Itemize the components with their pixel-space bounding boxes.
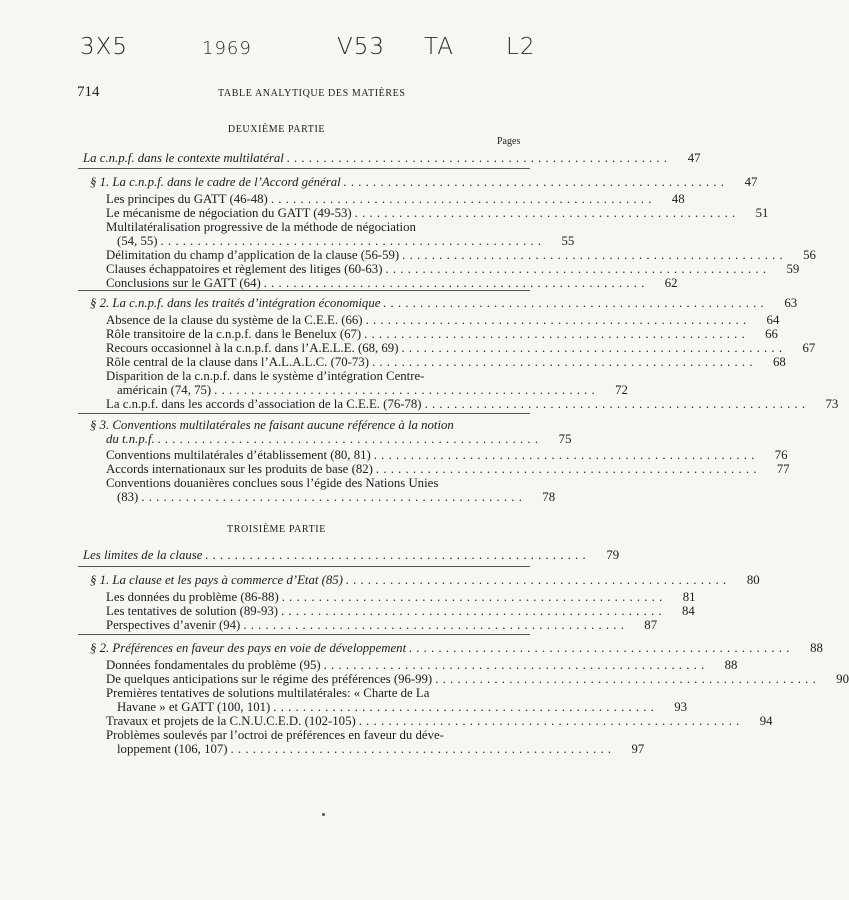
page-ref: 66 xyxy=(765,327,778,341)
page-ref: 78 xyxy=(542,490,556,504)
divider xyxy=(78,634,530,635)
part2-section3-title-cont: du t.n.p.f. .................................................... 75 xyxy=(106,432,572,446)
toc-entry: Accords internationaux sur les produits de base (82) .................................................... 77 xyxy=(106,462,790,476)
page-ref: 81 xyxy=(682,590,696,604)
toc-entry: Données fondamentales du problème (95) .................................................... 88 xyxy=(106,658,738,672)
page-ref: 97 xyxy=(631,742,645,756)
part2-title: La c.n.p.f. dans le contexte multilatéral .................................................... 47 xyxy=(83,151,701,165)
page-ref: 62 xyxy=(664,276,678,290)
page-ref: 94 xyxy=(759,714,773,728)
page-ref: 88 xyxy=(724,658,738,672)
running-head: TABLE ANALYTIQUE DES MATIÈRES xyxy=(218,88,406,99)
toc-entry: Rôle transitoire de la c.n.p.f. dans le Benelux (67) .................................................... 66 xyxy=(106,327,778,341)
divider xyxy=(78,168,530,169)
part2-section3-title: § 3. Conventions multilatérales ne faisant aucune référence à la notion xyxy=(90,418,454,432)
toc-entry: Rôle central de la clause dans l’A.L.A.L.C. (70-73) .................................................... 68 xyxy=(106,355,786,369)
page-ref: 72 xyxy=(615,383,628,397)
stray-mark xyxy=(322,813,325,816)
toc-entry-continuation: loppement (106, 107) .................................................... 97 xyxy=(117,742,645,756)
page-ref: 56 xyxy=(803,248,816,262)
toc-entry-continuation: (83) .................................................... 78 xyxy=(117,490,556,504)
toc-entry: Disparition de la c.n.p.f. dans le système d’intégration Centre- xyxy=(106,369,425,383)
toc-entry: Recours occasionnel à la c.n.p.f. dans l’A.E.L.E. (68, 69) .................................................... 67 xyxy=(106,341,816,355)
toc-entry: Le mécanisme de négociation du GATT (49-53) .................................................... 51 xyxy=(106,206,769,220)
toc-entry: Problèmes soulevés par l’octroi de préférences en faveur du déve- xyxy=(106,728,444,742)
page-ref: 59 xyxy=(786,262,800,276)
toc-entry: La c.n.p.f. dans les accords d’association de la C.E.E. (76-78) .................................................... 73 xyxy=(106,397,839,411)
handwritten-note-2: 1969 xyxy=(202,38,252,59)
toc-entry: Conventions multilatérales d’établissement (80, 81) .................................................... 76 xyxy=(106,448,788,462)
page-ref: 77 xyxy=(776,462,790,476)
toc-entry: Délimitation du champ d’application de la clause (56-59) .................................................... 56 xyxy=(106,248,816,262)
toc-entry: Les données du problème (86-88) .................................................... 81 xyxy=(106,590,696,604)
page-ref: 48 xyxy=(671,192,685,206)
page-ref: 90 xyxy=(836,672,849,686)
page-ref: 73 xyxy=(825,397,839,411)
divider xyxy=(78,566,530,567)
toc-entry: Clauses échappatoires et règlement des litiges (60-63) .................................................... 59 xyxy=(106,262,800,276)
toc-entry: Les tentatives de solution (89-93) .................................................... 84 xyxy=(106,604,695,618)
toc-entry: Multilatéralisation progressive de la méthode de négociation xyxy=(106,220,416,234)
part3-section1-title: § 1. La clause et les pays à commerce d’Etat (85) .................................................... 80 xyxy=(90,573,760,587)
toc-entry: Conclusions sur le GATT (64) .................................................... 62 xyxy=(106,276,678,290)
page-ref: 55 xyxy=(561,234,575,248)
handwritten-note-4: TA xyxy=(424,34,454,60)
page-ref: 68 xyxy=(772,355,786,369)
divider xyxy=(78,413,530,414)
toc-entry-continuation: (54, 55) .................................................... 55 xyxy=(117,234,575,248)
part2-section1-title: § 1. La c.n.p.f. dans le cadre de l’Accord général .................................................... 47 xyxy=(90,175,758,189)
toc-entry: De quelques anticipations sur le régime des préférences (96-99) .................................................... 90 xyxy=(106,672,849,686)
part2-heading: DEUXIÈME PARTIE xyxy=(227,124,326,135)
page-ref: 76 xyxy=(774,448,788,462)
part2-section2-title: § 2. La c.n.p.f. dans les traités d’intégration économique .................................................... 63 xyxy=(90,296,798,310)
page-ref: 87 xyxy=(644,618,658,632)
toc-entry: Les principes du GATT (46-48) .................................................... 48 xyxy=(106,192,685,206)
divider xyxy=(78,290,530,291)
page-ref: 51 xyxy=(755,206,769,220)
page-ref: 84 xyxy=(681,604,695,618)
handwritten-note-3: V53 xyxy=(337,34,386,60)
handwritten-note-5: L2 xyxy=(506,34,536,60)
toc-entry-continuation: Havane » et GATT (100, 101) .................................................... 93 xyxy=(117,700,688,714)
part3-heading: TROISIÈME PARTIE xyxy=(227,524,326,535)
toc-entry: Conventions douanières conclues sous l’égide des Nations Unies xyxy=(106,476,439,490)
page-number: 714 xyxy=(77,84,100,100)
part3-section2-title: § 2. Préférences en faveur des pays en voie de développement .................................................... 88 xyxy=(90,641,823,655)
page-ref: 64 xyxy=(766,313,780,327)
pages-column-label: Pages xyxy=(497,136,521,147)
toc-entry: Perspectives d’avenir (94) .................................................... 87 xyxy=(106,618,658,632)
toc-entry-continuation: américain (74, 75) .................................................... 72 xyxy=(117,383,628,397)
page-ref: 67 xyxy=(802,341,816,355)
handwritten-note-1: 3X5 xyxy=(80,34,129,60)
part3-title: Les limites de la clause .................................................... 79 xyxy=(83,548,620,562)
toc-entry: Premières tentatives de solutions multilatérales: « Charte de La xyxy=(106,686,430,700)
toc-entry: Absence de la clause du système de la C.E.E. (66) .................................................... 64 xyxy=(106,313,780,327)
page-ref: 93 xyxy=(674,700,688,714)
toc-entry: Travaux et projets de la C.N.U.C.E.D. (102-105) .................................................... 94 xyxy=(106,714,773,728)
